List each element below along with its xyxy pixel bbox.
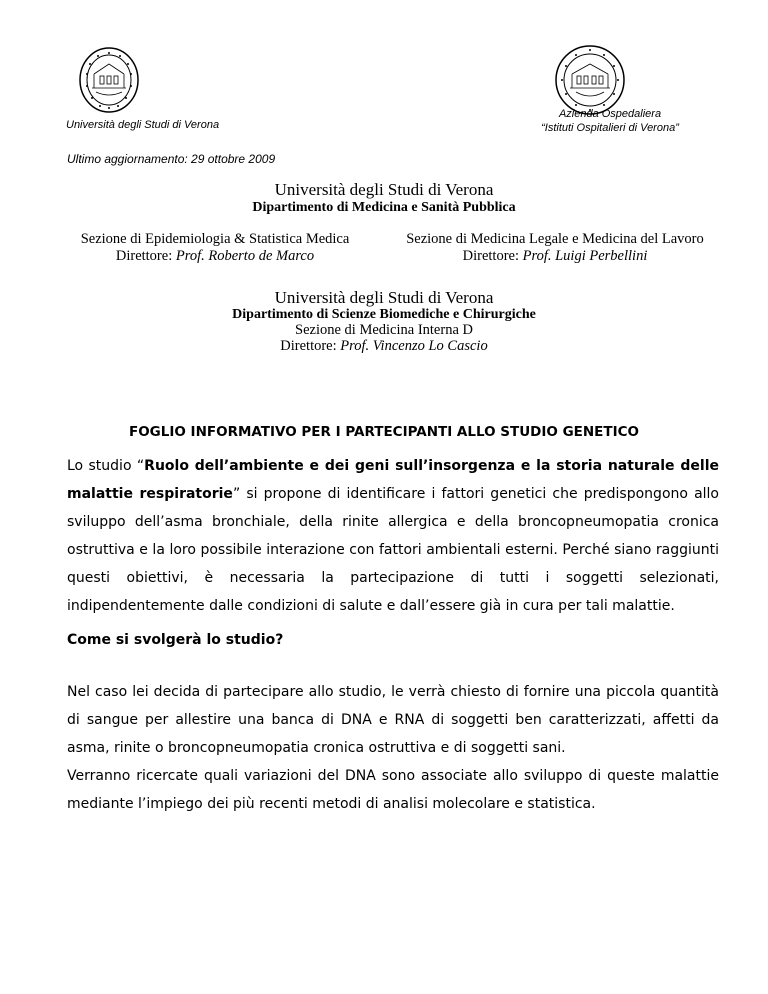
section-left [65,231,365,265]
right-affiliation-line1: Azienda Ospedaliera [558,108,662,120]
left-affiliation: Università degli Studi di Verona [66,119,220,131]
study-title: Ruolo dell’ambiente e dei geni sull’insorgenza e la storia naturale delle malattie respiratorie [67,458,719,502]
section-right-director: Direttore: Prof. Luigi Perbellini [462,248,648,264]
section-right [390,231,720,265]
section-heading: Come si svolgerà lo studio? [67,632,284,648]
section-left-name: Sezione di Epidemiologia & Statistica Medica [80,231,350,247]
institution2-dept: Dipartimento di Scienze Biomediche e Chirurgiche [232,307,536,322]
university-seal-logo [78,46,140,114]
institution2-title: Università degli Studi di Verona [274,288,494,307]
analysis-paragraph: Verranno ricercate quali variazioni del DNA sono associate allo sviluppo di queste malattie mediante l’impiego dei più recenti metodi di analisi molecolare e statistica. [67,768,719,812]
institution2-section: Sezione di Medicina Interna D [295,322,473,338]
section-right-name: Sezione di Medicina Legale e Medicina del Lavoro [406,231,704,247]
document-title: FOGLIO INFORMATIVO PER I PARTECIPANTI ALLO STUDIO GENETICO [128,424,640,440]
right-affiliation [520,107,700,135]
institution1-title: Università degli Studi di Verona [274,180,494,199]
section-left-director: Direttore: Prof. Roberto de Marco [115,248,315,264]
last-updated: Ultimo aggiornamento: 29 ottobre 2009 [67,152,276,166]
right-affiliation-line2: “Istituti Ospitalieri di Verona” [541,122,679,134]
intro-paragraph: Lo studio “Ruolo dell’ambiente e dei geni sull’insorgenza e la storia naturale delle malattie respiratorie” si propone di identificare i fattori genetici che predispongono allo sviluppo dell’asma bronchiale, della rinite allergica e della broncopneumopatia cronica ostruttiva e la loro possibile interazione con fattori ambientali esterni. Perché siano raggiunti questi obiettivi, è necessaria la partecipazione di tutti i soggetti selezionati, indipendentemente dalle condizioni di salute e dall’essere già in cura per tali malattie. [67,458,720,614]
institution2-director: Direttore: Prof. Vincenzo Lo Cascio [280,338,488,354]
institution1-dept: Dipartimento di Medicina e Sanità Pubblica [252,200,516,215]
participation-paragraph: Nel caso lei decida di partecipare allo studio, le verrà chiesto di fornire una piccola quantità di sangue per allestire una banca di DNA e RNA di soggetti ben caratterizzati, affetti da asma, rinite o broncopneumopatia cronica ostruttiva e di soggetti sani. [67,684,719,756]
hospital-seal-logo [554,44,626,116]
